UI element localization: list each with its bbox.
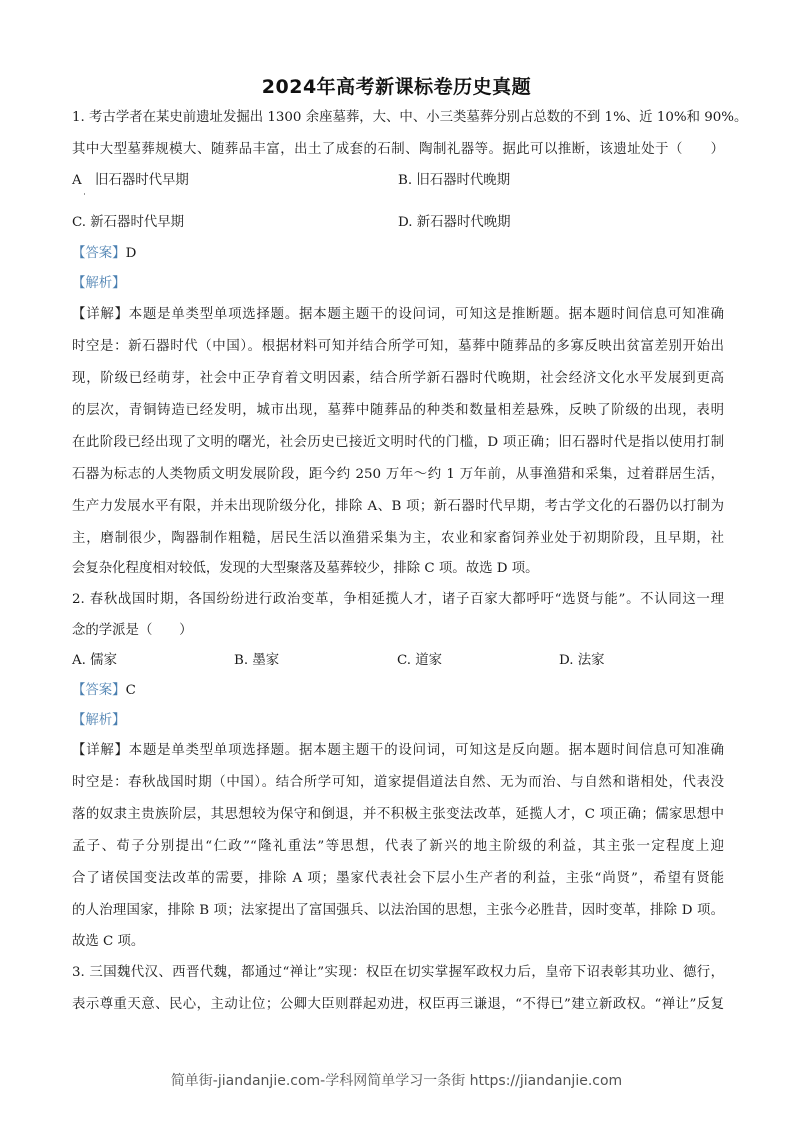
q2-detail-line-5: 合了诸侯国变法改革的需要，排除 A 项；墨家代表社会下层小生产者的利益，主张“尚贤”，希望有贤能 — [72, 871, 724, 886]
answer-label: 【答案】 — [72, 246, 126, 261]
q1-analysis-label: 【解析】 — [72, 276, 126, 291]
q1-detail-line-6: 石器为标志的人类物质文明发展阶段，距今约 250 万年～约 1 万年前，从事渔猎和采集，过着群居生活， — [72, 467, 724, 482]
q1-option-b: B. 旧石器时代晚期 — [398, 173, 511, 188]
answer-value: C — [125, 683, 136, 698]
q1-detail-line-3: 现，阶级已经萌芽，社会中正孕育着文明因素，结合所学新石器时代晚期，社会经济文化水平发展到更高 — [72, 371, 724, 386]
q1-detail-line-1: 【详解】本题是单类型单项选择题。据本题主题干的设问词，可知这是推断题。据本题时间信息可知准确 — [72, 307, 724, 322]
q2-detail-line-6: 的人治理国家，排除 B 项；法家提出了富国强兵、以法治国的思想，主张今必胜昔，因时变革，排除 D 项。 — [72, 903, 724, 918]
answer-value: D — [125, 246, 137, 261]
q1-detail-line-5: 在此阶段已经出现了文明的曙光，社会历史已接近文明时代的门槛，D 项正确；旧石器时代是指以使用打制 — [72, 435, 724, 450]
q1-answer — [72, 244, 136, 264]
q2-answer — [72, 681, 136, 701]
q2-detail-line-3: 落的奴隶主贵族阶层，其思想较为保守和倒退，并不积极主张变法改革，延揽人才，C 项正确；儒家思想中 — [72, 807, 724, 822]
q1-stem-line-2: 其中大型墓葬规模大、随葬品丰富，出土了成套的石制、陶制礼器等。据此可以推断，该遗址处于（ ） — [72, 142, 724, 157]
q2-option-c: C. 道家 — [397, 653, 443, 668]
answer-label: 【答案】 — [72, 683, 126, 698]
q2-stem-line-1: 2. 春秋战国时期，各国纷纷进行政治变革，争相延揽人才，诸子百家大都呼吁“选贤与能”。不认同这一理 — [72, 592, 724, 607]
q2-option-b: B. 墨家 — [234, 653, 280, 668]
q1-detail-line-8: 主，磨制很少，陶器制作粗糙，居民生活以渔猎采集为主，农业和家畜饲养业处于初期阶段，且早期，社 — [72, 531, 724, 546]
q3-stem-line-1: 3. 三国魏代汉、西晋代魏，都通过“禅让”实现：权臣在切实掌握军政权力后，皇帝下诏表彰其功业、德行， — [72, 965, 724, 980]
q2-stem-line-2: 念的学派是（ ） — [72, 623, 193, 638]
page-title: 2024年高考新课标卷历史真题 — [261, 76, 532, 98]
q2-analysis-label: 【解析】 — [72, 713, 126, 728]
q2-option-d: D. 法家 — [559, 653, 605, 668]
q1-detail-line-2: 时空是：新石器时代（中国）。根据材料可知并结合所学可知，墓葬中随葬品的多寡反映出贫富差别开始出 — [72, 339, 724, 354]
detail-label: 【详解】 — [72, 307, 129, 322]
q3-stem-line-2: 表示尊重天意、民心，主动让位；公卿大臣则群起劝进，权臣再三谦退，“不得已”建立新政权。“禅让”反复 — [72, 997, 724, 1012]
detail-label: 【详解】 — [72, 743, 129, 758]
q1-detail-line-4: 的层次，青铜铸造已经发明，城市出现，墓葬中随葬品的种类和数量相差悬殊，反映了阶级的出现，表明 — [72, 403, 724, 418]
q2-option-a: A. 儒家 — [72, 653, 117, 668]
q1-option-d: D. 新石器时代晚期 — [398, 215, 511, 230]
q1-option-c: C. 新石器时代早期 — [72, 215, 185, 230]
q2-detail-line-4: 孟子、荀子分别提出“仁政”“隆礼重法”等思想，代表了新兴的地主阶级的利益，其主张一定程度上迎 — [72, 839, 724, 854]
q1-stem-line-1: 1. 考古学者在某史前遗址发掘出 1300 余座墓葬，大、中、小三类墓葬分别占总数的不到 1%、近 10%和 90%。 — [72, 110, 748, 125]
q2-detail-line-7: 故选 C 项。 — [72, 934, 145, 949]
q1-detail-line-9: 会复杂化程度相对较低，发现的大型聚落及墓葬较少，排除 C 项。故选 D 项。 — [72, 561, 539, 576]
q2-detail-line-2: 时空是：春秋战国时期（中国）。结合所学可知，道家提倡道法自然、无为而治、与自然和谐相处，代表没 — [72, 775, 724, 790]
watermark-footer: 简单街-jiandanjie.com-学科网简单学习一条街 https://jiandanjie.com — [170, 1073, 623, 1089]
q1-detail-line-7: 生产力发展水平有限，并未出现阶级分化，排除 A、B 项；新石器时代早期，考古学文化的石器仍以打制为 — [72, 499, 724, 514]
q1-option-a: A 旧石器时代早期 — [72, 173, 189, 188]
q2-detail-line-1: 【详解】本题是单类型单项选择题。据本题主题干的设问词，可知这是反向题。据本题时间信息可知准确 — [72, 743, 724, 758]
stray-mark — [84, 193, 85, 195]
